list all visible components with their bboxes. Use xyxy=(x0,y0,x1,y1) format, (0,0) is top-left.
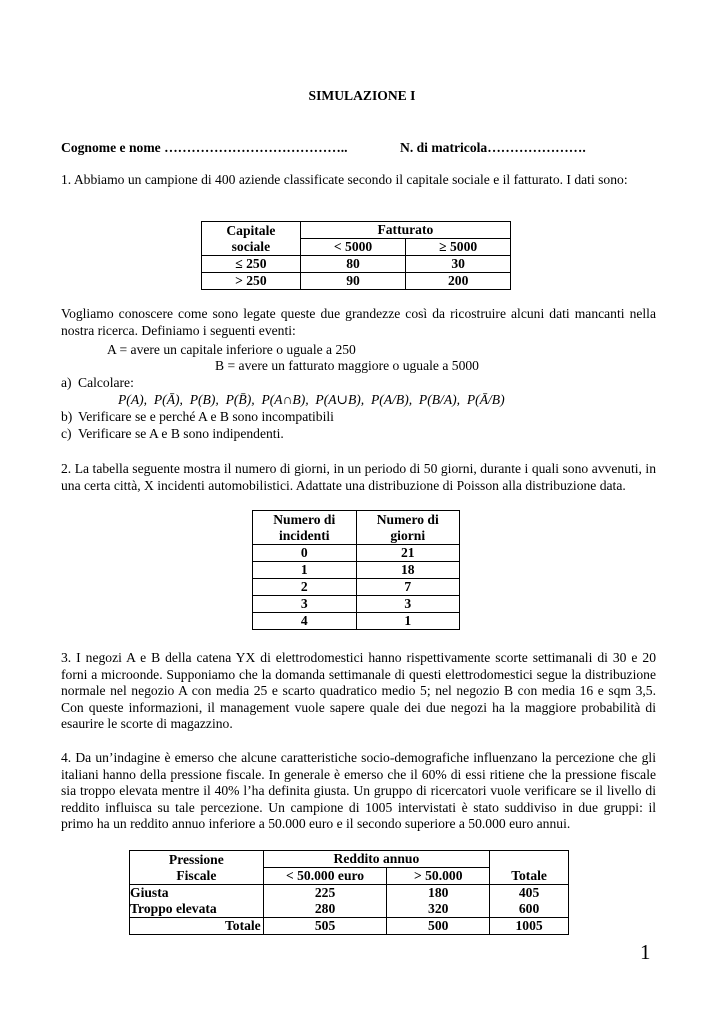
q4-text: 4. Da un’indagine è emerso che alcune caratteristiche socio-demografiche influenzano la percezione che gli italiani hanno della pressione fiscale. In generale è emerso che il 60% di essi ritiene che la pressione fiscale sia troppo elevata mentre il 40% l’ha definita giusta. Un gruppo di ricercatori vuole verificare se il livello di reddito influisca su tale percezione. Un campione di 1005 intervistati è stato suddiviso in due gruppi: il primo ha un reddito annuo inferiore a 50.000 euro e il secondo superiore a 50.000 euro annui. xyxy=(61,750,656,832)
row-label: Totale xyxy=(130,918,264,935)
q4-header-totale: Totale xyxy=(490,851,569,885)
table-cell: 200 xyxy=(406,273,511,290)
table-cell: 3 xyxy=(253,596,357,613)
event-a-definition: A = avere un capitale inferiore o uguale a 250 xyxy=(107,342,356,357)
matricola-field-label: N. di matricola…………………. xyxy=(400,140,586,155)
q1-formulas xyxy=(118,392,505,409)
table-cell: 7 xyxy=(356,579,460,596)
table-cell: 500 xyxy=(387,918,490,935)
page-title: SIMULAZIONE I xyxy=(308,88,416,103)
q2-header-incidenti: Numero di incidenti xyxy=(253,511,357,545)
row-label: > 250 xyxy=(202,273,301,290)
table-cell: 18 xyxy=(356,562,460,579)
table-row xyxy=(253,545,460,562)
table-cell: 30 xyxy=(406,256,511,273)
table-row xyxy=(253,579,460,596)
q4-header-gt: > 50.000 xyxy=(387,868,490,885)
table-row xyxy=(130,901,569,918)
formula: P(B̄), xyxy=(225,392,255,407)
item-text: Calcolare: xyxy=(78,375,134,390)
q2-header-giorni: Numero di giorni xyxy=(356,511,460,545)
q4-header-lt: < 50.000 euro xyxy=(263,868,387,885)
q4-header-reddito: Reddito annuo xyxy=(263,851,489,868)
q1-header-lt: < 5000 xyxy=(300,239,406,256)
row-label: Troppo elevata xyxy=(130,901,264,918)
name-field-label: Cognome e nome ………………………………….. xyxy=(61,140,348,155)
item-label: c) xyxy=(61,426,72,441)
formula: P(Ā), xyxy=(153,392,183,407)
formula: P(A/B), xyxy=(370,392,413,407)
table-row xyxy=(253,596,460,613)
q1-item-a xyxy=(61,375,134,392)
table-cell: 0 xyxy=(253,545,357,562)
table-row xyxy=(202,256,511,273)
table-cell: 320 xyxy=(387,901,490,918)
q3-text: 3. I negozi A e B della catena YX di elettrodomestici hanno rispettivamente scorte settimanali di 30 e 20 forni a microonde. Supponiamo che la domanda settimanale di questi elettrodomestici segue la distribuzione normale nel negozio A con media 25 e scarto quadratico medio 5; nel negozio B con media 16 e sqm 3,5. Con queste informazioni, il management vuole sapere quale dei due negozi ha la maggiore probabilità di esaurire le scorte di magazzino. xyxy=(61,650,656,732)
q1-header-fatturato: Fatturato xyxy=(300,222,510,239)
table-cell: 80 xyxy=(300,256,406,273)
formula: P(A∩B), xyxy=(261,392,309,407)
table-cell: 280 xyxy=(263,901,387,918)
item-text: Verificare se e perché A e B sono incompatibili xyxy=(78,409,334,424)
table-row xyxy=(130,885,569,902)
table-row xyxy=(253,562,460,579)
q1-text: Vogliamo conoscere come sono legate queste due grandezze così da ricostruire alcuni dati mancanti nella nostra ricerca. Definiamo i seguenti eventi: xyxy=(61,306,656,338)
table-cell: 2 xyxy=(253,579,357,596)
table-cell: 3 xyxy=(356,596,460,613)
event-b-definition: B = avere un fatturato maggiore o uguale a 5000 xyxy=(215,358,479,373)
formula: P(B/A), xyxy=(418,392,461,407)
table-cell: 1 xyxy=(253,562,357,579)
table-cell: 21 xyxy=(356,545,460,562)
page-number: 1 xyxy=(640,940,651,964)
table-cell: 180 xyxy=(387,885,490,902)
q1-header-ge: ≥ 5000 xyxy=(406,239,511,256)
formula: P(A∪B), xyxy=(315,392,365,407)
formula: P(B), xyxy=(189,392,219,407)
q2-text: 2. La tabella seguente mostra il numero di giorni, in un periodo di 50 giorni, durante i quali sono avvenuti, in una certa città, X incidenti automobilistici. Adattate una distribuzione di Poisson alla distribuzione data. xyxy=(61,461,656,493)
table-cell: 90 xyxy=(300,273,406,290)
item-label: a) xyxy=(61,375,72,390)
formula: P(Ā/B) xyxy=(466,392,505,407)
table-row xyxy=(253,613,460,630)
q1-header-capitale: Capitale sociale xyxy=(202,222,301,256)
item-text: Verificare se A e B sono indipendenti. xyxy=(78,426,284,441)
table-row xyxy=(130,918,569,935)
q1-table xyxy=(201,221,511,290)
q4-table xyxy=(129,850,569,935)
table-row xyxy=(202,273,511,290)
table-cell: 600 xyxy=(490,901,569,918)
table-cell: 1 xyxy=(356,613,460,630)
table-cell: 505 xyxy=(263,918,387,935)
formula: P(A), xyxy=(118,392,148,407)
q1-intro: 1. Abbiamo un campione di 400 aziende classificate secondo il capitale sociale e il fatturato. I dati sono: xyxy=(61,172,628,187)
table-cell: 405 xyxy=(490,885,569,902)
q2-table xyxy=(252,510,460,630)
q4-header-pressione: Pressione Fiscale xyxy=(130,851,264,885)
q1-item-b xyxy=(61,409,334,426)
item-label: b) xyxy=(61,409,73,424)
table-cell: 1005 xyxy=(490,918,569,935)
row-label: Giusta xyxy=(130,885,264,902)
q1-item-c xyxy=(61,426,284,443)
table-cell: 4 xyxy=(253,613,357,630)
table-cell: 225 xyxy=(263,885,387,902)
row-label: ≤ 250 xyxy=(202,256,301,273)
